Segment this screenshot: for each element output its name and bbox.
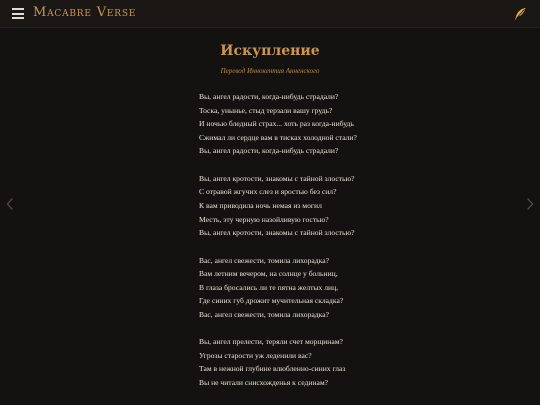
poem-line: Где синих губ дрожит мучительная складка? [199,296,344,306]
poem-line: Вы, ангел радости, когда-нибудь страдали? [199,146,339,156]
stanza [199,172,499,240]
chevron-left-icon[interactable] [5,196,15,210]
poem-line: Вы, ангел кротости, знакомы с тайной злостью? [199,173,355,183]
poem-line: Там в нежной глубине влюбленно-синих глаз [199,364,346,374]
poem-line: Тоска, унынье, стыд терзали вашу грудь? [199,105,333,115]
poem-title: Искупление [220,43,320,59]
poem-body [199,90,499,403]
stanza [199,90,499,158]
poem-content [0,28,540,405]
stanza [199,254,499,322]
poem-line: Вы, ангел кротости, знакомы с тайной злостью? [199,228,355,238]
poem-line: В глаза бросались ли те пятна желтых лиц, [199,282,339,292]
poem-line: Вы, ангел радости, когда-нибудь страдали? [199,92,339,101]
poem-line: И ночью бледный страх... хоть раз когда-нибудь [199,119,354,129]
poem-line: Вас, ангел свежести, томила лихорадка? [199,255,329,265]
poem-line: Угрозы старости уж леденили вас? [199,350,312,360]
top-bar [0,0,540,28]
poem-line: Сжимал ли сердце вам в тисках холодной стали? [199,132,357,142]
poem-line: Месть, эту черную назойливую гостью? [199,214,329,224]
site-title[interactable]: Macabre Verse [33,5,137,20]
poem-line: Вам летним вечером, на солнце у больниц, [199,269,338,279]
poem-line: Вы не читали снисхожденья к сединам? [199,378,329,388]
stanza [199,335,499,389]
poem-line: К вам приводила ночь немая из могил [199,200,322,210]
hamburger-menu-icon[interactable] [12,8,24,19]
translator-credit: Перевод Иннокентия Анненского [220,67,320,75]
quill-icon[interactable] [513,6,527,20]
poem-line: Вас, ангел свежести, томила лихорадка? [199,309,329,319]
poem-line: Вы, ангел прелести, теряли счет морщинам? [199,337,343,347]
poem-line: С отравой жгучих слез и яростью без сил? [199,187,337,197]
chevron-right-icon[interactable] [525,196,535,210]
